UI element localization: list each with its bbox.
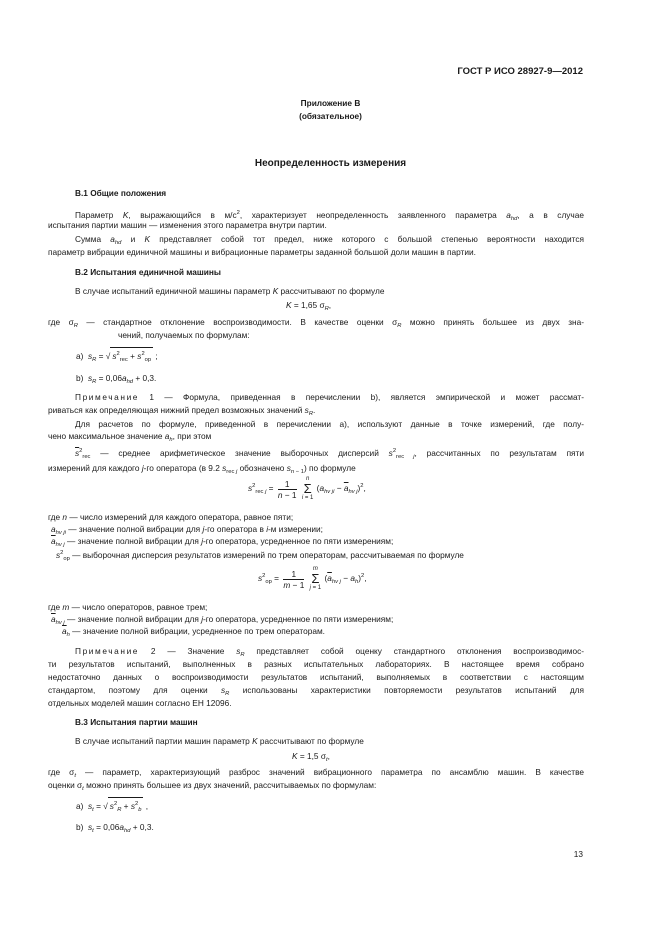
note-1-line-2: риваться как определяющая нижний предел возможных значений $s_R$. (48, 405, 316, 417)
formula-sop: $s^2_{op}$ = $\frac{1}{m - 1}$ m Σ j = 1 $(\overline{a}_{hv j} - a_h)^2$, (258, 566, 367, 591)
section-b3-heading: В.3 Испытания партии машин (75, 717, 198, 727)
note-2-line-4: стандартом, поэтому для оценки $s_R$ использованы характеристики повторяемости результатов испытаний для (48, 685, 585, 697)
b3-item-b: b) $s_t = 0,06a_{hd} + 0,3$. (76, 822, 154, 834)
b3-where-line-1: где $\sigma_t$ — параметр, характеризующий разброс значений вибрационного параметра по ансамблю машин. В качестве (48, 767, 584, 779)
b2-where-line-2: чений, получаемых по формулам: (118, 330, 250, 340)
b2-intro: В случае испытаний единичной машины параметр K рассчитывают по формуле (75, 286, 385, 296)
b1-paragraph-1-line-1: Параметр K, выражающийся в $м/с^2$, характеризует неопределенность заявленного параметра $a_{hd}$, а в случае (75, 210, 584, 222)
appendix-status: (обязательное) (299, 111, 362, 121)
b3-item-a: а) $s_t$ = √ $s^2_R + s^2_b$ , (76, 797, 148, 816)
note-2-line-1: Примечание 2 — Значение $s_R$ представляет собой оценку стандартного отклонения воспроизводимос- (75, 646, 584, 658)
note-2-line-5: отдельных моделей машин согласно ЕН 12096. (48, 698, 232, 708)
b2-where-line-1: где $\sigma_R$ — стандартное отклонение воспроизводимости. В качестве оценки $\sigma_R$ можно принять большее из двух зна- (48, 317, 584, 329)
def-n: где n — число измерений для каждого оператора, равное пяти; (48, 512, 294, 522)
b2-item-b: b) $s_R = 0,06a_{hd} + 0,3$. (76, 373, 157, 385)
formula-k-single: K = 1,65 $\sigma_R$, (286, 300, 332, 312)
note-2-line-3: недостаточно данных о воспроизводимости результатов испытаний, выполняемых в соответствии с настоящим (48, 672, 584, 682)
srec-definition-line-1: $\overline{s}^2_{rec}$ — среднее арифметическое значение выборочных дисперсий $s^2_{rec j}$, рассчитанных по результатам пяти (75, 448, 584, 460)
def-ahvj: $\overline{a}_{hv j}$ — значение полной вибрации для j-го оператора, усредненное по пяти измерениям; (51, 536, 394, 548)
calc-line-2: чено максимальное значение $a_h$, при этом (48, 431, 212, 443)
page-number: 13 (573, 849, 583, 859)
def-m: где m — число операторов, равное трем; (48, 602, 208, 612)
def-ahvj-2: $\overline{a}_{hv j}$ — значение полной вибрации для j-го оператора, усредненное по пяти измерениям; (51, 614, 394, 626)
b3-intro: В случае испытаний партии машин параметр K рассчитывают по формуле (75, 736, 364, 746)
def-ah: $\overline{a}_h$ — значение полной вибрации, усредненное по трем операторам. (62, 626, 325, 638)
main-title: Неопределенность измерения (254, 158, 407, 169)
note-2-line-2: ти результатов испытаний, выполненных в разных испытательных лабораториях. В настоящее время собрано (48, 659, 584, 669)
appendix-title: Приложение В (300, 98, 361, 108)
calc-line-1: Для расчетов по формуле, приведенной в перечислении а), используют данные в точке измерений, где полу- (75, 419, 584, 429)
formula-k-batch: K = 1,5 $\sigma_t$, (292, 751, 330, 763)
document-code: ГОСТ Р ИСО 28927-9—2012 (457, 66, 583, 77)
def-sop: $s^2_{op}$ — выборочная дисперсия результатов измерений по трем операторам, рассчитываемая по формуле (56, 550, 464, 562)
b1-paragraph-2-line-1: Сумма $a_{hd}$ и K представляет собой тот предел, ниже которого с большой степенью вероятности находится (75, 234, 584, 246)
srec-definition-line-2: измерений для каждого j-го оператора (в 9.2 $s_{rec j}$ обозначено $s_{n - 1}$) по формуле (48, 463, 356, 475)
b1-paragraph-1-line-2: испытания партии машин — изменения этого параметра внутри партии. (48, 220, 327, 230)
note-1-line-1: Примечание 1 — Формула, приведенная в перечислении b), является эмпирической и может рассмат- (75, 392, 584, 402)
section-b2-heading: В.2 Испытания единичной машины (75, 267, 221, 277)
section-b1-heading: В.1 Общие положения (75, 188, 167, 198)
formula-srec-j: $s^2_{rec j}$ = $\frac{1}{n - 1}$ n Σ i = 1 $(a_{hv ji} - \overline{a}_{hv j})^2$, (248, 476, 366, 501)
b1-paragraph-2-line-2: параметр вибрации единичной машины и вибрационные параметры заданной большой доли машин в партии. (48, 247, 476, 257)
b2-item-a: а) $s_R$ = √ $s^2_{rec} + s^2_{op}$ ; (76, 347, 158, 366)
def-ahvji: $a_{hv ji}$ — значение полной вибрации для j-го оператора в i-м измерении; (51, 524, 323, 536)
b3-where-line-2: оценки $\sigma_t$ можно принять большее из двух значений, рассчитываемых по формулам: (48, 780, 377, 792)
